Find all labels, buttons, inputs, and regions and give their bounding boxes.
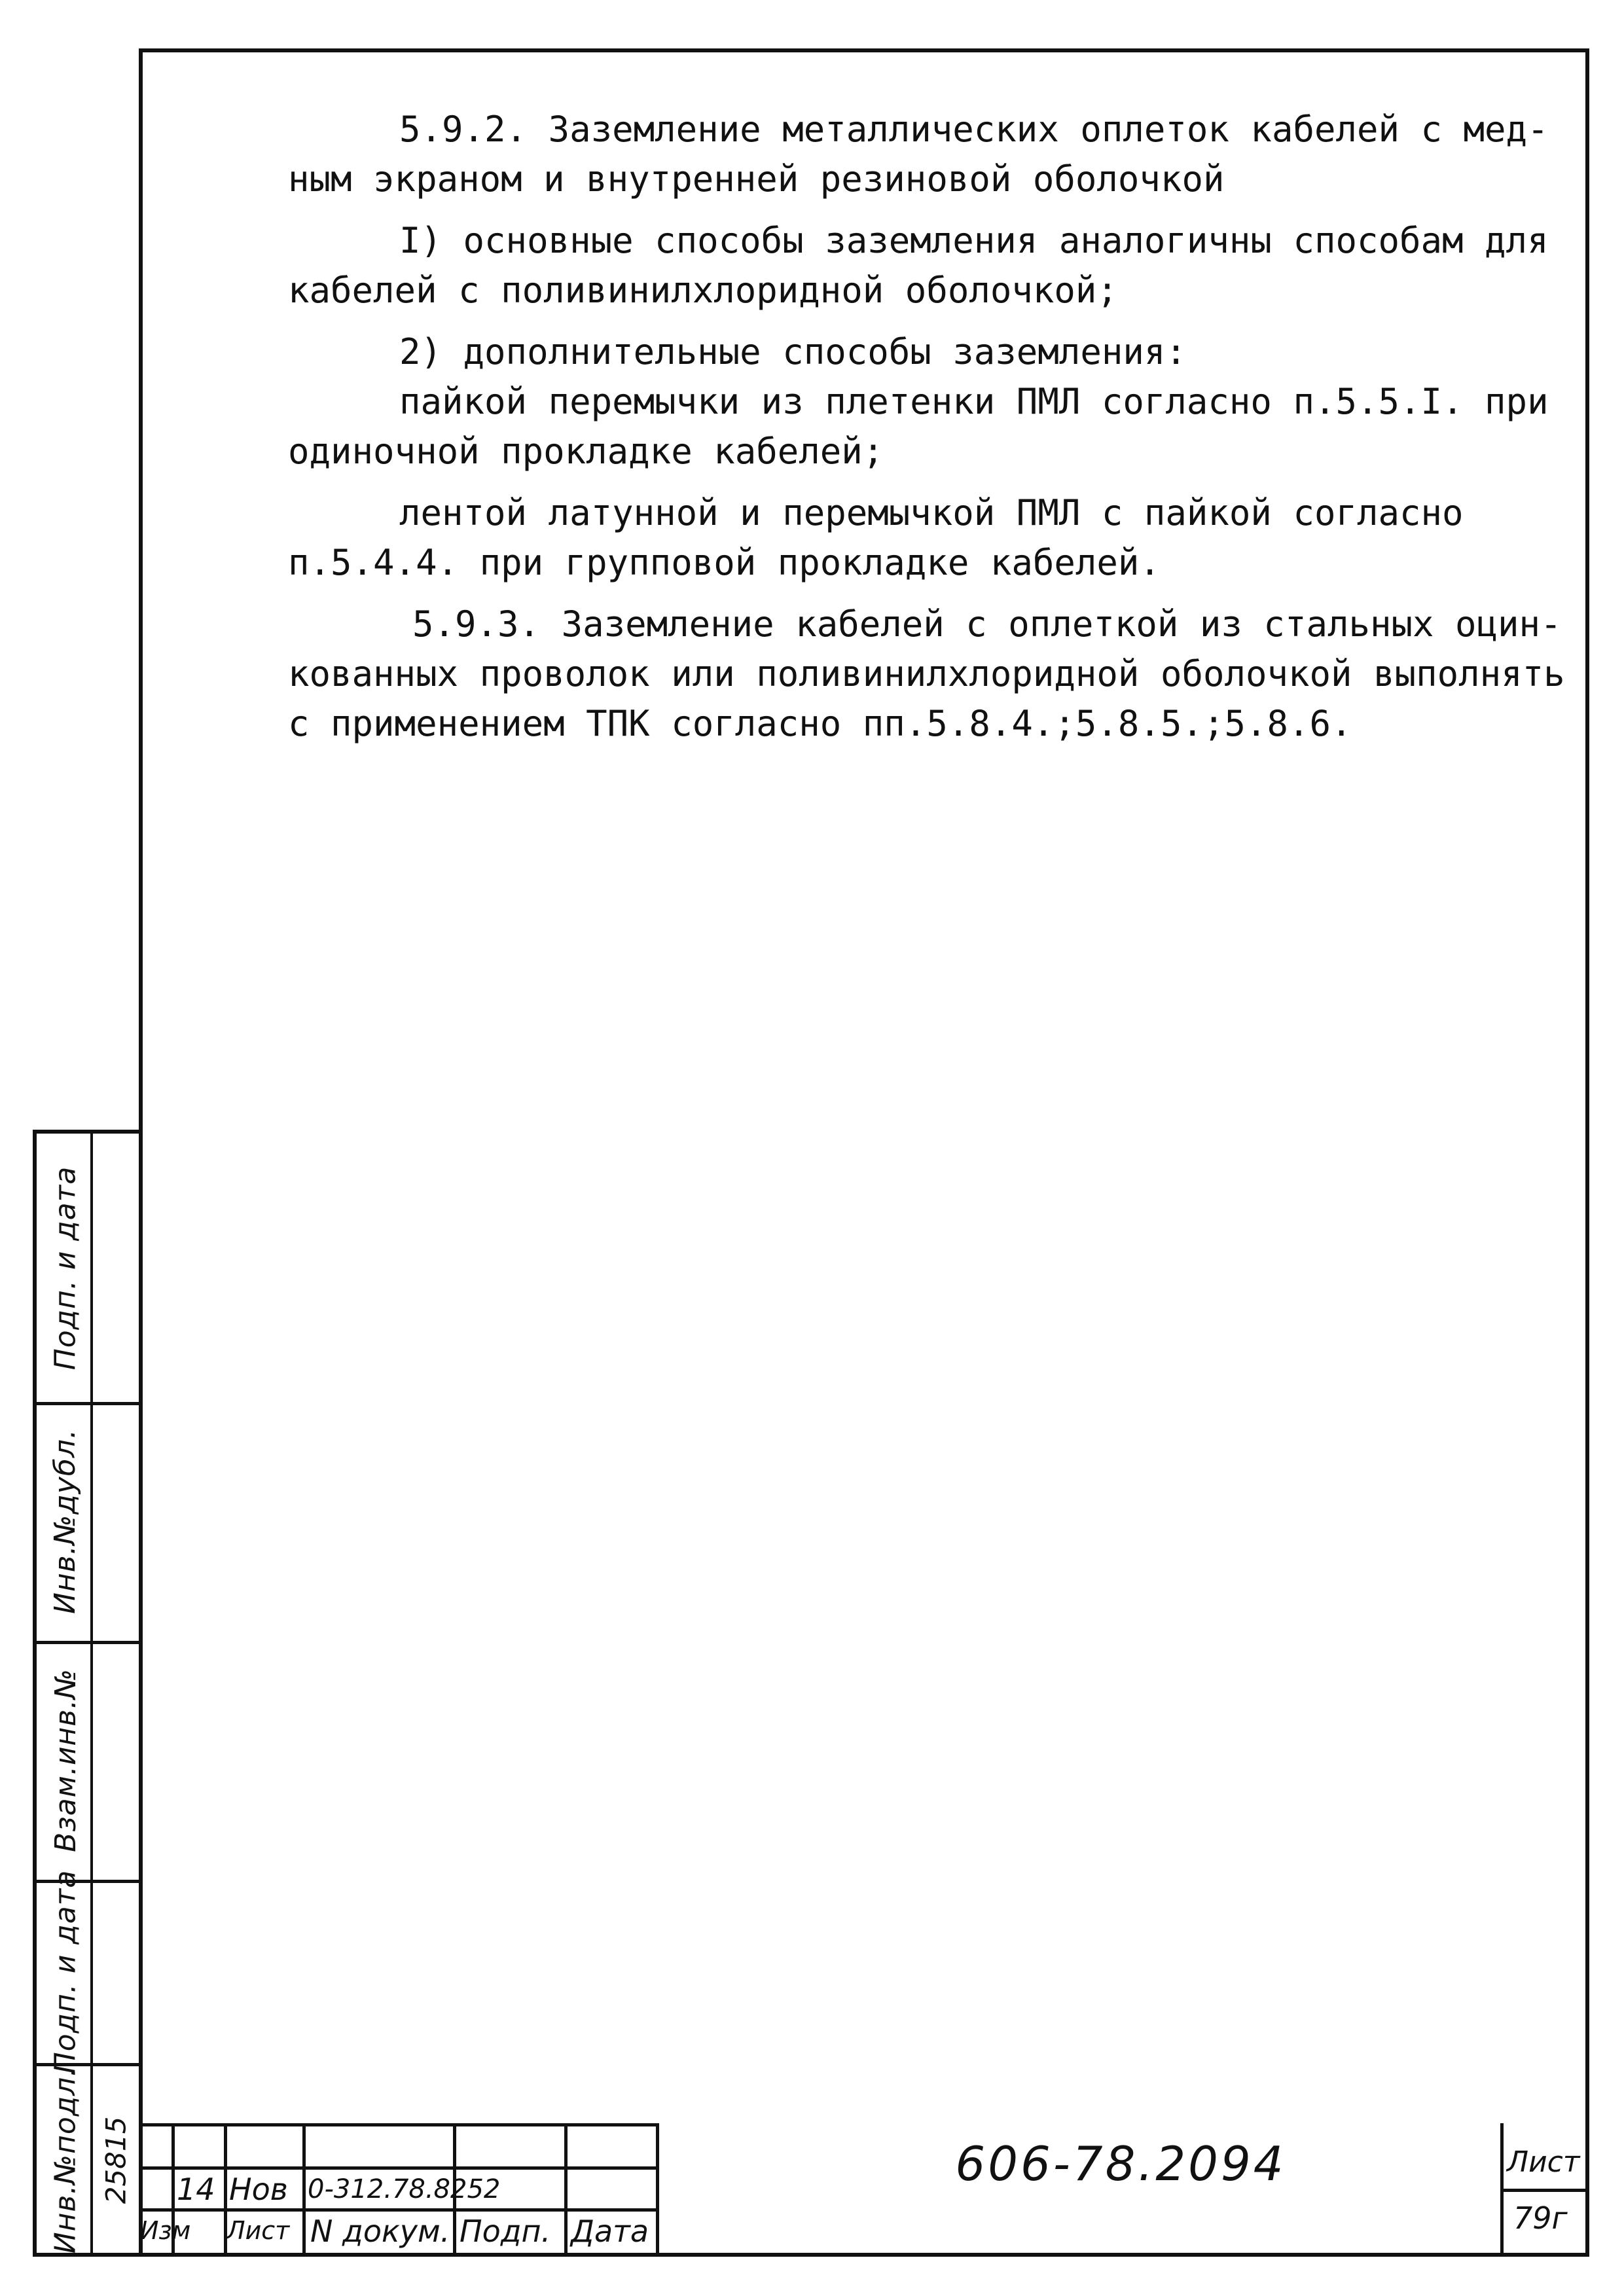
paragraph-5-9-3 <box>288 600 1565 749</box>
tb-line <box>1500 2189 1589 2192</box>
tb-line <box>302 2123 306 2257</box>
text-line: лентой латунной и перемычкой ПМЛ с пайкой согласно <box>399 492 1464 533</box>
paragraph-item-1 <box>288 216 1549 315</box>
strip-label-text: Инв.№подл. <box>48 2066 82 2253</box>
strip-label-text: Инв.№дубл. <box>48 1428 82 1615</box>
tb-list-label: Лист <box>226 2216 290 2245</box>
tb-line <box>564 2123 568 2257</box>
strip-value-inv-podl <box>94 2063 137 2257</box>
tb-ndokum-label: N докум. <box>310 2214 450 2249</box>
tb-data-label: Дата <box>571 2214 649 2249</box>
tb-podp-label: Подп. <box>460 2214 551 2249</box>
text-line: 5.9.2. Заземление металлических оплеток кабелей с мед- <box>399 109 1549 150</box>
tb-list-value: Нов <box>229 2172 288 2207</box>
strip-label-inv-podl <box>41 2063 90 2257</box>
strip-label-podp-data <box>41 1134 90 1402</box>
tb-izm-label: Изм <box>140 2216 191 2245</box>
tb-ndokum-value: 0-312.78.8252 <box>308 2174 501 2204</box>
tb-line <box>1500 2123 1504 2257</box>
text-line: одиночной прокладке кабелей; <box>288 431 884 472</box>
text-line: 2) дополнительные способы заземления: <box>399 331 1187 372</box>
tb-line <box>139 2166 656 2170</box>
tb-line <box>656 2123 659 2257</box>
strip-column-divider <box>90 1134 93 2253</box>
tb-izm-value: 14 <box>177 2172 215 2207</box>
paragraph-item-2 <box>288 327 1545 377</box>
paragraph-item-2-option-b <box>288 488 1545 588</box>
tb-sheet-value: 79г <box>1513 2200 1568 2236</box>
document-body <box>288 105 1565 761</box>
text-line: п.5.4.4. при групповой прокладке кабелей. <box>288 542 1161 583</box>
tb-line <box>139 2123 656 2126</box>
text-line: с применением ТПК согласно пп.5.8.4.;5.8.5.;5.8.6. <box>288 703 1352 744</box>
strip-label-vzam-inv <box>41 1641 90 1880</box>
text-line: кованных проволок или поливинилхлоридной оболочкой выполнять <box>288 653 1565 694</box>
paragraph-item-2-option-a <box>288 377 1549 476</box>
text-line: кабелей с поливинилхлоридной оболочкой; <box>288 270 1118 311</box>
strip-label-text: Взам.инв.№ <box>48 1668 82 1852</box>
tb-sheet-label: Лист <box>1507 2145 1580 2179</box>
strip-label-text: Подп. и дата <box>48 1869 82 2073</box>
strip-label-text: Подп. и дата <box>48 1166 82 1370</box>
strip-value-text: 25815 <box>99 2116 132 2204</box>
left-stamp-strip <box>33 1130 139 2257</box>
tb-line <box>139 2208 656 2212</box>
text-line: пайкой перемычки из плетенки ПМЛ согласно п.5.5.I. при <box>399 381 1549 422</box>
text-line: I) основные способы заземления аналогичны способам для <box>399 220 1549 261</box>
title-block <box>139 2123 1589 2257</box>
strip-label-podp-data-bottom <box>41 1869 90 2073</box>
paragraph-5-9-2 <box>288 105 1549 204</box>
text-line: 5.9.3. Заземление кабелей с оплеткой из стальных оцин- <box>412 603 1562 645</box>
document-number: 606-78.2094 <box>955 2136 1286 2191</box>
strip-label-inv-dubl <box>41 1402 90 1641</box>
text-line: ным экраном и внутренней резиновой оболочкой <box>288 158 1225 200</box>
